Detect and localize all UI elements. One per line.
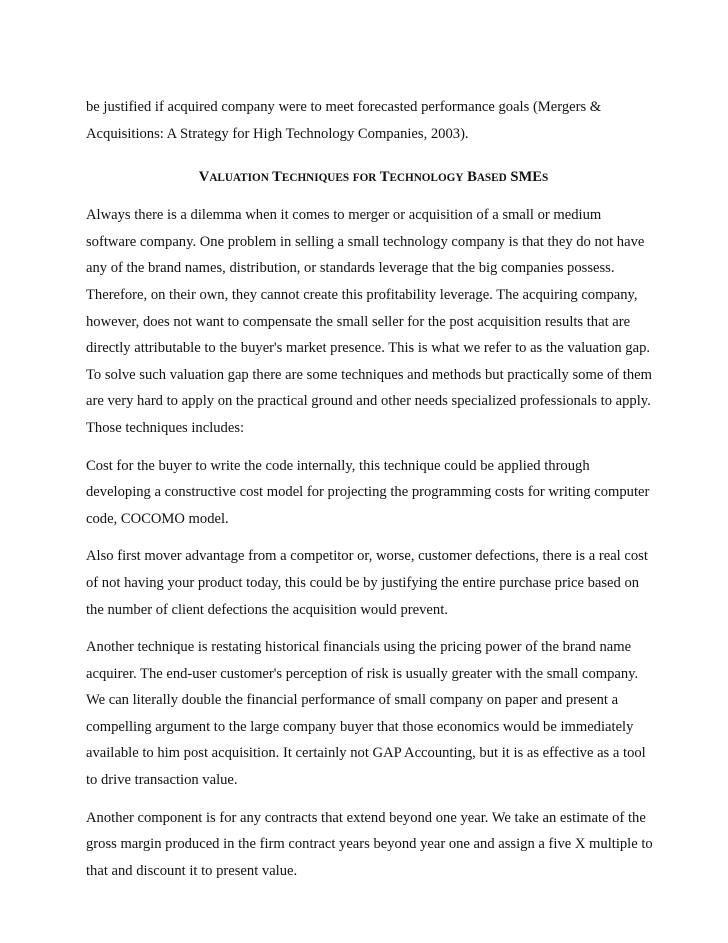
paragraph-valuation-gap bbox=[86, 202, 661, 441]
text-line: the number of client defections the acquisition would prevent. bbox=[86, 601, 448, 618]
text-line: To solve such valuation gap there are some techniques and methods but practically some of them bbox=[86, 366, 652, 383]
text-line: Always there is a dilemma when it comes to merger or acquisition of a small or medium bbox=[86, 207, 602, 224]
text-line: Another technique is restating historical financials using the pricing power of the brand name bbox=[86, 639, 632, 656]
text-line: Another component is for any contracts that extend beyond one year. We take an estimate of the bbox=[86, 809, 646, 826]
paragraph-contracts bbox=[86, 805, 661, 885]
paragraph-first-mover bbox=[86, 543, 661, 623]
text-line: Also first mover advantage from a competitor or, worse, customer defections, there is a real cost bbox=[86, 548, 648, 565]
text-line: Acquisitions: A Strategy for High Technology Companies, 2003). bbox=[86, 125, 469, 142]
section-heading: VALUATION TECHNIQUES FOR TECHNOLOGY BASED SMES bbox=[198, 169, 549, 186]
document-page bbox=[86, 94, 661, 895]
text-line: acquirer. The end-user customer's perception of risk is usually greater with the small company. bbox=[86, 665, 639, 682]
text-line: gross margin produced in the firm contract years beyond year one and assign a five X multiple to bbox=[86, 836, 653, 853]
text-line: We can literally double the financial performance of small company on paper and present a bbox=[86, 692, 619, 709]
intro-paragraph bbox=[86, 94, 661, 147]
text-line: developing a constructive cost model for projecting the programming costs for writing computer bbox=[86, 484, 650, 501]
text-line: are very hard to apply on the practical ground and other needs specialized professionals to apply. bbox=[86, 393, 651, 410]
text-line: however, does not want to compensate the small seller for the post acquisition results that are bbox=[86, 313, 631, 330]
text-line: directly attributable to the buyer's market presence. This is what we refer to as the valuation gap. bbox=[86, 340, 651, 357]
text-line: software company. One problem in selling a small technology company is that they do not have bbox=[86, 233, 645, 250]
text-line: Cost for the buyer to write the code internally, this technique could be applied through bbox=[86, 457, 590, 474]
text-line: to drive transaction value. bbox=[86, 772, 238, 789]
text-line: be justified if acquired company were to meet forecasted performance goals (Mergers & bbox=[86, 99, 602, 115]
text-line: Those techniques includes: bbox=[86, 419, 245, 436]
text-line: that and discount it to present value. bbox=[86, 862, 298, 879]
paragraph-cocomo bbox=[86, 453, 661, 533]
text-line: Therefore, on their own, they cannot create this profitability leverage. The acquiring company, bbox=[86, 286, 638, 303]
text-line: available to him post acquisition. It certainly not GAP Accounting, but it is as effective as a tool bbox=[86, 745, 646, 762]
text-line: any of the brand names, distribution, or standards leverage that the big companies possess. bbox=[86, 260, 615, 277]
paragraph-restating-financials bbox=[86, 634, 661, 794]
text-line: code, COCOMO model. bbox=[86, 510, 229, 527]
text-line: of not having your product today, this could be by justifying the entire purchase price based on bbox=[86, 574, 640, 591]
text-line: compelling argument to the large company buyer that those economics would be immediately bbox=[86, 718, 634, 735]
